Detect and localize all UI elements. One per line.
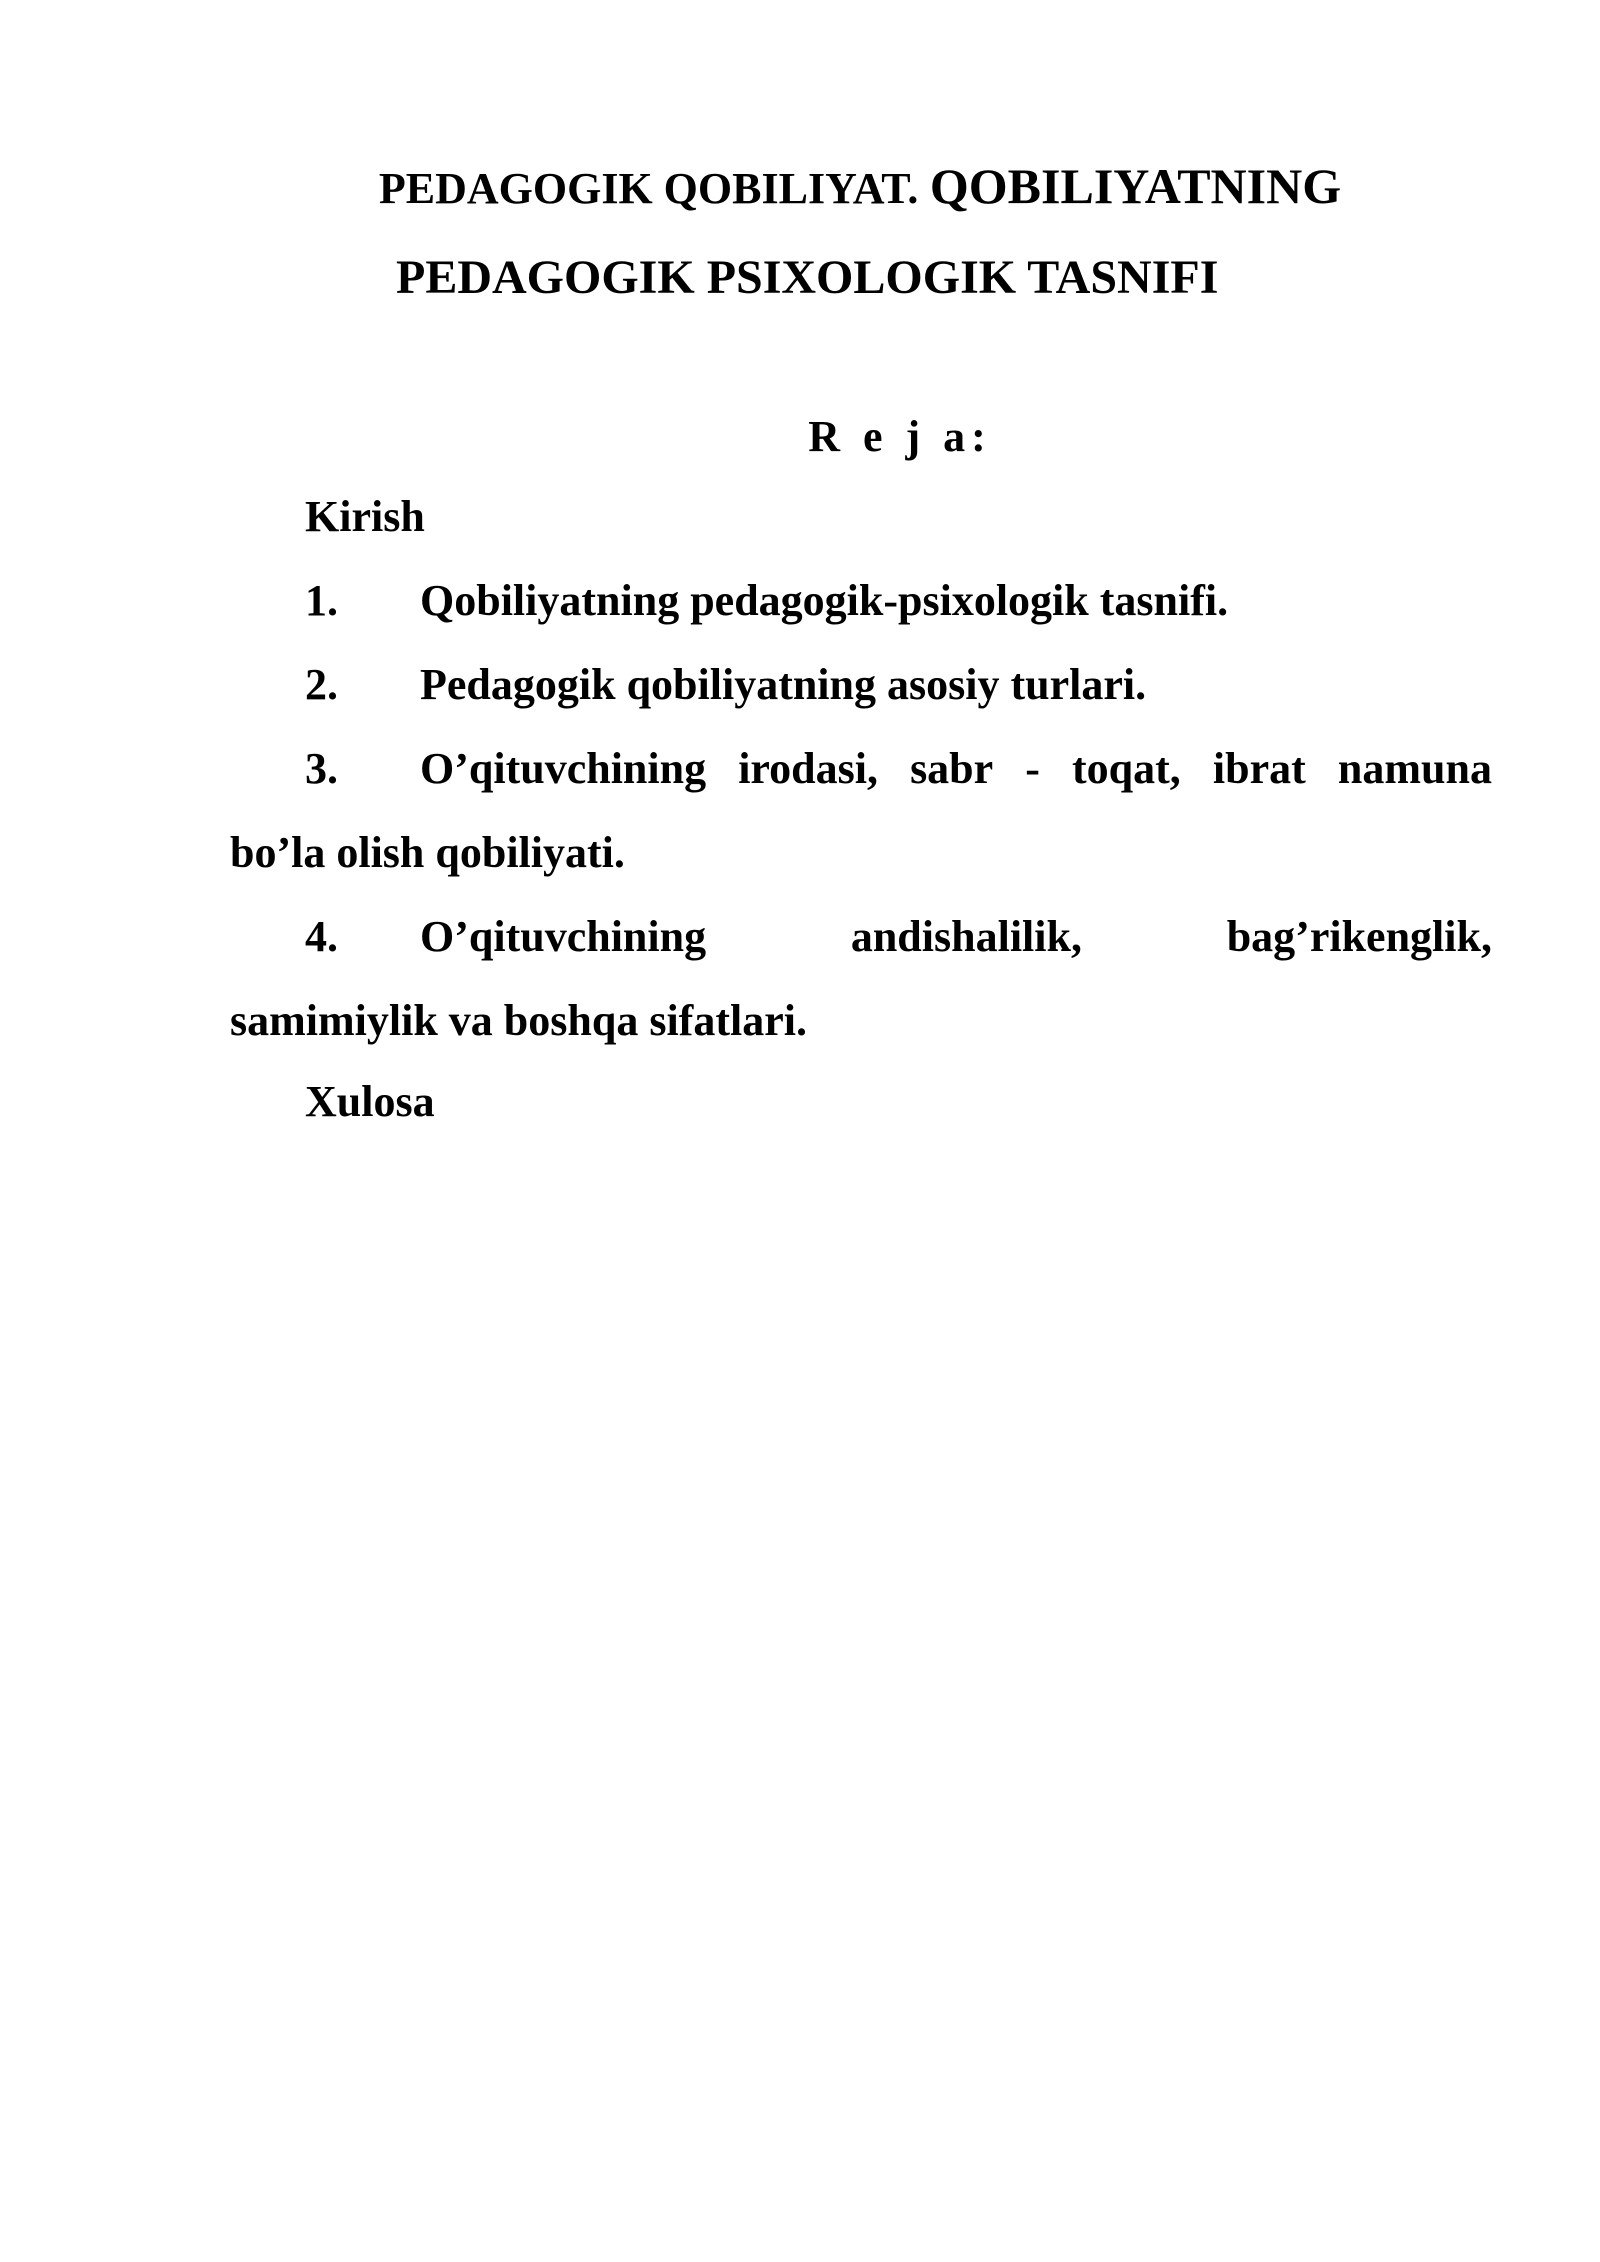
plan-item-number: 3.	[305, 744, 338, 793]
word: O’qituvchining	[420, 744, 707, 793]
word: irodasi,	[738, 744, 878, 793]
word: andishalilik,	[850, 912, 1082, 961]
word: -	[1025, 744, 1040, 793]
plan-item-number: 2.	[305, 660, 338, 709]
plan-item-text-line-2: samimiylik va boshqa sifatlari.	[230, 996, 807, 1045]
word: toqat,	[1072, 744, 1181, 793]
plan-item-text-line-1	[420, 742, 1492, 796]
plan-item-number: 1.	[305, 576, 338, 625]
document-title-line-1	[210, 158, 1510, 217]
document-title-line-2: PEDAGOGIK PSIXOLOGIK TASNIFI	[396, 251, 1219, 304]
plan-heading: R e j a:	[808, 412, 992, 461]
word: namuna	[1337, 744, 1492, 793]
plan-item-text: Qobiliyatning pedagogik-psixologik tasnifi.	[420, 576, 1229, 625]
word: sabr	[910, 744, 994, 793]
title-part-1: PEDAGOGIK QOBILIYAT.	[378, 164, 919, 213]
word: ibrat	[1212, 744, 1306, 793]
plan-item-text-line-2: bo’la olish qobiliyati.	[230, 828, 625, 877]
plan-item-number: 4.	[305, 912, 338, 961]
title-part-2: QOBILIYATNING	[929, 158, 1342, 214]
plan-item-text: Pedagogik qobiliyatning asosiy turlari.	[420, 660, 1147, 709]
plan-conclusion: Xulosa	[305, 1077, 435, 1126]
plan-intro: Kirish	[305, 492, 425, 541]
plan-item-text-line-1	[420, 910, 1492, 964]
word: O’qituvchining	[420, 912, 707, 961]
word: bag’rikenglik,	[1226, 912, 1492, 961]
